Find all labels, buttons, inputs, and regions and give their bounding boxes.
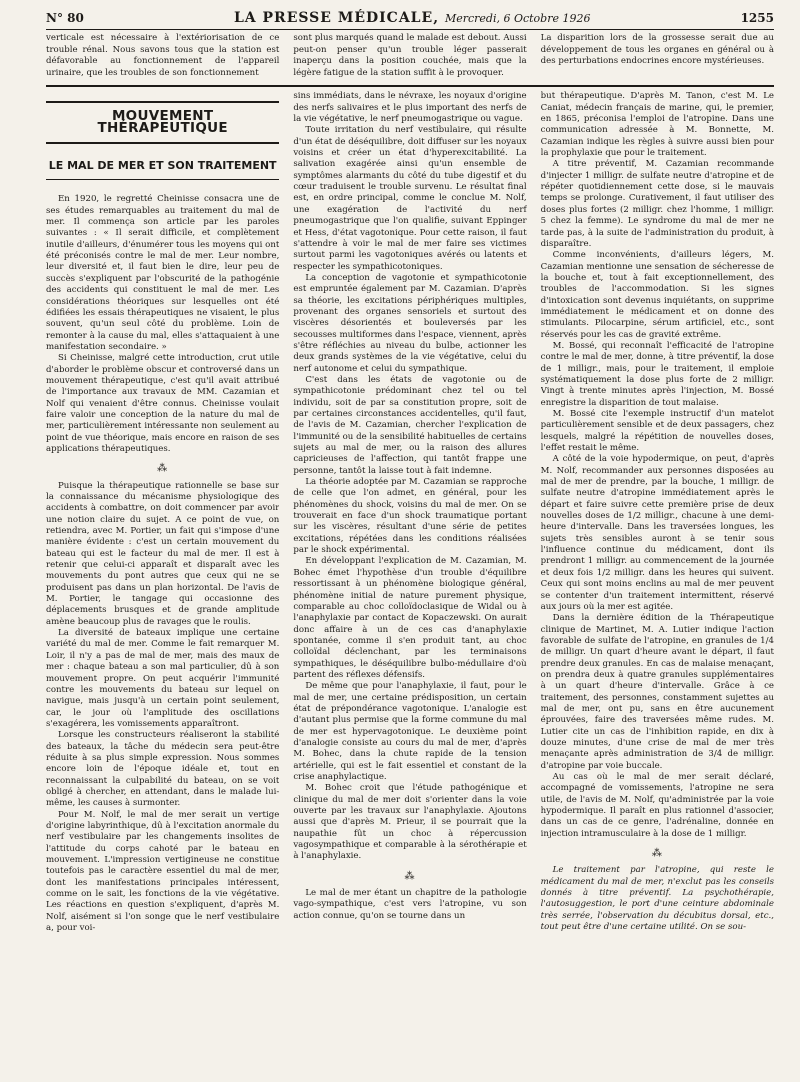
paragraph: Dans la dernière édition de la Thérapeutique clinique de Martinet, M. A. Lutier indique l'action favorable de sulfate de l'atropine, en granules de 1/4 de milligr. Un quart d'heure avant le départ, il faut prendre deux granules. En cas de malaise menaçant, on prendra deux à quatre granules supplémentaires à un quart d'heure d'intervalle. Grâce à ce traitement, des personnes, constamment sujettes au mal de mer, ont pu, sans en être aucunement éprouvées, faire des traversées même rudes. M. Lutier cite un cas de l'inhibition rapide, en dix à douze minutes, d'une crise de mal de mer très menaçante après administration de 3/4 de milligr. d'atropine par voie buccale.	[540, 613, 774, 771]
paragraph: sins immédiats, dans le névraxe, les noyaux d'origine des nerfs salivaires et le plus important des nerfs de la vie végétative, le nerf pneumogastrique ou vague.	[293, 91, 527, 125]
paragraph: Pour M. Nolf, le mal de mer serait un vertige d'origine labyrinthique, dû à l'excitation anormale du nerf vestibulaire par les changements insolites de l'attitude du corps cahoté par le bateau en mouvement. L'impression vertigineuse ne constitue toutefois pas le caractère essentiel du mal de mer, dont les manifestations principales intéressent, comme on le sait, les fonctions de la vie végétative. Les réactions en question s'expliquent, d'après M. Nolf, aisément si l'on songe que le nerf vestibulaire a, pour voi-	[46, 809, 280, 934]
paragraph: M. Bossé, qui reconnaît l'efficacité de l'atropine contre le mal de mer, donne, à titre préventif, la dose de 1 milligr., mais, pour le traitement, il emploie systématiquement la dose plus forte de 2 milligr. Vingt à trente minutes après l'injection, M. Bossé enregistre la disparition de tout malaise.	[540, 340, 774, 408]
paragraph: Le traitement par l'atropine, qui reste le médicament du mal de mer, n'exclut pas les conseils donnés à titre préventif. La psychothérapie, l'autosuggestion, le port d'une ceinture abdominale très serrée, l'observation du décubitus dorsal, etc., tout peut être d'une certaine utilité. On se sou-	[540, 865, 774, 933]
paragraph: A côté de la voie hypodermique, on peut, d'après M. Nolf, recommander aux personnes disposées au mal de mer de prendre, par la bouche, 1 milligr. de sulfate neutre d'atropine immédiatement après le départ et faire suivre cette première prise de deux nouvelles doses de 1/2 milligr., chacune à une demi-heure d'intervalle. Dans les traversées longues, les sujets très sensibles auront à se tenir sous l'influence continue du médicament, dont ils prendront 1 milligr. au commencement de la journée et deux fois 1/2 milligr. dans les heures qui suivent. Ceux qui sont moins enclins au mal de mer peuvent se contenter d'un traitement intermittent, réservé aux jours où la mer est agitée.	[540, 454, 774, 612]
paragraph: La théorie adoptée par M. Cazamian se rapproche de celle que l'on admet, en général, pour les phénomènes du shock, voisins du mal de mer. On se trouverait en face d'un shock traumatique portant sur les viscères, résultant d'une série de petites excitations, répétées dans les conditions réalisées par le shock expérimental.	[293, 477, 527, 556]
paragraph: Au cas où le mal de mer serait déclaré, accompagné de vomissements, l'atropine ne sera utile, de l'avis de M. Nolf, qu'administrée par la voie hypodermique. Il paraît en plus rationnel d'associer, dans un cas de ce genre, l'adrénaline, donnée en injection intramusculaire à la dose de 1 milligr.	[540, 772, 774, 839]
column-1	[46, 91, 279, 1046]
continued-article	[46, 30, 774, 87]
journal-title	[234, 10, 591, 26]
paragraph: M. Bohec croit que l'étude pathogénique et clinique du mal de mer doit s'orienter dans la voie ouverte par les travaux sur l'anaphylaxie. Ajoutons aussi que d'après M. Prieur, il se pourrait que la naupathie fût un choc à répercussion vagosympathique et comparable à la sérothérapie et à l'anaphylaxie.	[293, 783, 527, 862]
journal-name: LA PRESSE MÉDICALE,	[233, 10, 440, 26]
section-stars: ⁂	[404, 870, 416, 882]
paragraph: Puisque la thérapeutique rationnelle se base sur la connaissance du mécanisme physiologique des accidents à combattre, on doit commencer par avoir une notion claire du sujet. A ce point de vue, on retiendra, avec M. Portier, un fait qui s'impose d'une manière évidente : c'est un certain mouvement du bateau qui est le facteur du mal de mer. Il est à retenir que celui-ci apparaît et disparaît avec les mouvements du pont autres que ceux qui ne se produisent pas dans un plan horizontal. De l'avis de M. Portier, le tangage qui occasionne des déplacements brusques et de grande amplitude amène beaucoup plus de ravages que le roulis.	[46, 480, 280, 627]
paragraph: Si Cheinisse, malgré cette introduction, crut utile d'aborder le problème obscur et controversé dans un mouvement thérapeutique, c'est qu'il avait attribué de l'importance aux travaux de MM. Cazamian et Nolf qui venaient d'être connus. Cheinisse voulait faire valoir une conception de la nature du mal de mer, particulièrement intéressante non seulement au point de vue théorique, mais encore en raison de ses applications thérapeutiques.	[46, 353, 280, 454]
paragraph: Toute irritation du nerf vestibulaire, qui résulte d'un état de déséquilibre, doit diffuser sur les noyaux voisins et créer un état d'hyperexcitabilité. La salivation exagérée ainsi qu'un ensemble de symptômes alarmants du côté du tube digestif et du cœur traduisent le trouble survenu. Le résultat final est, en ordre principal, comme le conclue M. Nolf, une exagération de l'activité du nerf pneumogastrique que l'on qualifie, suivant Eppinger et Hess, d'état vagotonique. Pour cette raison, il faut s'attendre à voir le mal de mer faire ses victimes surtout parmi les vagotoniques avérés ou latents et respecter les sympathicotoniques.	[293, 125, 527, 272]
continued-text-1: verticale est nécessaire à l'extériorisation de ce trouble rénal. Nous savons tous que la station est défavorable au fonctionnement de l'appareil urinaire, que les troubles de son fonctionnement	[46, 33, 280, 78]
continued-text-2: sont plus marqués quand le malade est debout. Aussi peut-on penser qu'un trouble léger passerait inaperçu dans la position couchée, mais que la légère fatigue de la station suffit à le provoquer.	[293, 33, 527, 78]
paragraph: La conception de vagotonie et sympathicotonie est empruntée également par M. Cazamian. D'après sa théorie, les excitations périphériques multiples, provenant des organes sensoriels et surtout des viscères désorientés et bouleversés par les secousses multiformes dans l'espace, viennent, après s'être réfléchies au niveau du bulbe, actionner les deux grands systèmes de la vie végétative, celui du nerf autonome et celui du sympathique.	[293, 272, 527, 374]
paragraph: En développant l'explication de M. Cazamian, M. Bohec émet l'hypothèse d'un trouble d'équilibre ressortissant à un phénomène biologique général, phénomène initial de nature purement physique, comparable au choc colloïdoclasique de Widal ou à l'anaphylaxie par contact de Kopaczewski. On aurait donc affaire à un de ces cas d'anaphylaxie spontanée, comme il s'en produit tant, au choc colloïdal déclenchant, par les terminaisons sympathiques, le déséquilibre bulbo-médullaire d'où partent des réflexes défensifs.	[293, 556, 527, 680]
column-3	[541, 91, 774, 1046]
article-title: LE MAL DE MER ET SON TRAITEMENT	[46, 160, 279, 180]
issue-date: Mercredi, 6 Octobre 1926	[444, 12, 591, 25]
paragraph: De même que pour l'anaphylaxie, il faut, pour le mal de mer, une certaine prédisposition, un certain état de prépondérance vagotonique. L'analogie est d'autant plus permise que la forme commune du mal de mer est hypervagotonique. Le deuxième point d'analogie consiste au cours du mal de mer, d'après M. Bohec, dans la chute rapide de la tension artérielle, qui est le fait essentiel et constant de la crise anaphylactique.	[293, 681, 527, 782]
paragraph: Le mal de mer étant un chapitre de la pathologie vago-sympathique, c'est vers l'atropine, vu son action connue, qu'on se tourne dans un	[293, 888, 527, 921]
column-2	[293, 91, 526, 1046]
section-stars: ⁂	[651, 848, 663, 860]
paragraph: A titre préventif, M. Cazamian recommande d'injecter 1 milligr. de sulfate neutre d'atropine et de répéter quotidiennement cette dose, si le mauvais temps se prolonge. Curativement, il faut utiliser des doses plus fortes (2 milligr. chez l'homme, 1 milligr. 5 chez la femme). Le syndrome du mal de mer ne tarde pas, à la suite de l'administration du produit, à disparaître.	[540, 159, 774, 249]
paragraph: C'est dans les états de vagotonie ou de sympathicotonie prédominant chez tel ou tel individu, soit de par sa constitution propre, soit de par certaines circonstances accidentelles, qu'il faut, de l'avis de M. Cazamian, chercher l'explication de l'immunité ou de la sensibilité habituelles de certains sujets au mal de mer, ou la raison des allures capricieuses de l'affection, qui tantôt frappe une personne, tantôt la laisse tout à fait indemne.	[293, 374, 527, 476]
paragraph: Lorsque les constructeurs réaliseront la stabilité des bateaux, la tâche du médecin sera peut-être réduite à sa plus simple expression. Nous sommes encore loin de l'époque idéale et, tout en reconnaissant la culpabilité du bateau, on se voit obligé à chercher, en attendant, dans le malade lui-même, les causes à surmonter.	[46, 730, 280, 809]
paragraph: En 1920, le regretté Cheinisse consacra une de ses études remarquables au traitement du mal de mer. Il commença son article par les paroles suivantes : « Il serait difficile, et complètement inutile d'ailleurs, d'énumérer tous les moyens qui ont été préconisés contre le mal de mer. Leur nombre, leur diversité et, il faut bien le dire, leur peu de succès s'expliquent par l'obscurité de la pathogénie des accidents qui constituent le mal de mer. Les considérations théoriques sur lesquelles ont été édifiées les essais thérapeutiques ne visaient, le plus souvent, qu'un seul côté du problème. Loin de remonter à la cause du mal, elles s'attaquaient à une manifestation secondaire. »	[46, 194, 280, 352]
section-rubric: MOUVEMENT THÉRAPEUTIQUE	[46, 101, 279, 144]
page-number: 1255	[740, 11, 774, 25]
section-stars: ⁂	[157, 463, 169, 475]
article-columns	[46, 87, 774, 1046]
paragraph: M. Bossé cite l'exemple instructif d'un matelot particulièrement sensible et de deux passagers, chez lesquels, malgré la répétition de nouvelles doses, l'effet restait le même.	[540, 409, 774, 454]
issue-number: N° 80	[46, 11, 84, 25]
page-header	[46, 10, 774, 30]
paragraph: La diversité de bateaux implique une certaine variété du mal de mer. Comme le fait remarquer M. Loir, il n'y a pas de mal de mer, mais des maux de mer : chaque bateau a son mal particulier, dû à son mouvement propre. On peut acquérir l'immunité contre les mouvements du bateau sur lequel on navigue, mais jusqu'à un certain point seulement, car, le jour où l'amplitude des oscillations s'exagérera, les vomissements apparaîtront.	[46, 628, 280, 729]
paragraph: Comme inconvénients, d'ailleurs légers, M. Cazamian mentionne une sensation de sécheresse de la bouche et, tout à fait exceptionnellement, des troubles de l'accommodation. Si les signes d'intoxication sont devenus inquiétants, on supprime immédiatement le médicament et on donne des stimulants. Pilocarpine, sérum artificiel, etc., sont réservés pour les cas de gravité extrême.	[540, 250, 774, 340]
continued-text-3: La disparition lors de la grossesse serait due au développement de tous les organes en général ou à des perturbations endocrines encore mystérieuses.	[540, 33, 774, 67]
paragraph: but thérapeutique. D'après M. Tanon, c'est M. Le Caniat, médecin français de marine, qui, le premier, en 1865, préconisa l'emploi de l'atropine. Dans une communication adressée à M. Bonnette, M. Cazamian indique les règles à suivre aussi bien pour la prophylaxie que pour le traitement.	[540, 91, 774, 159]
